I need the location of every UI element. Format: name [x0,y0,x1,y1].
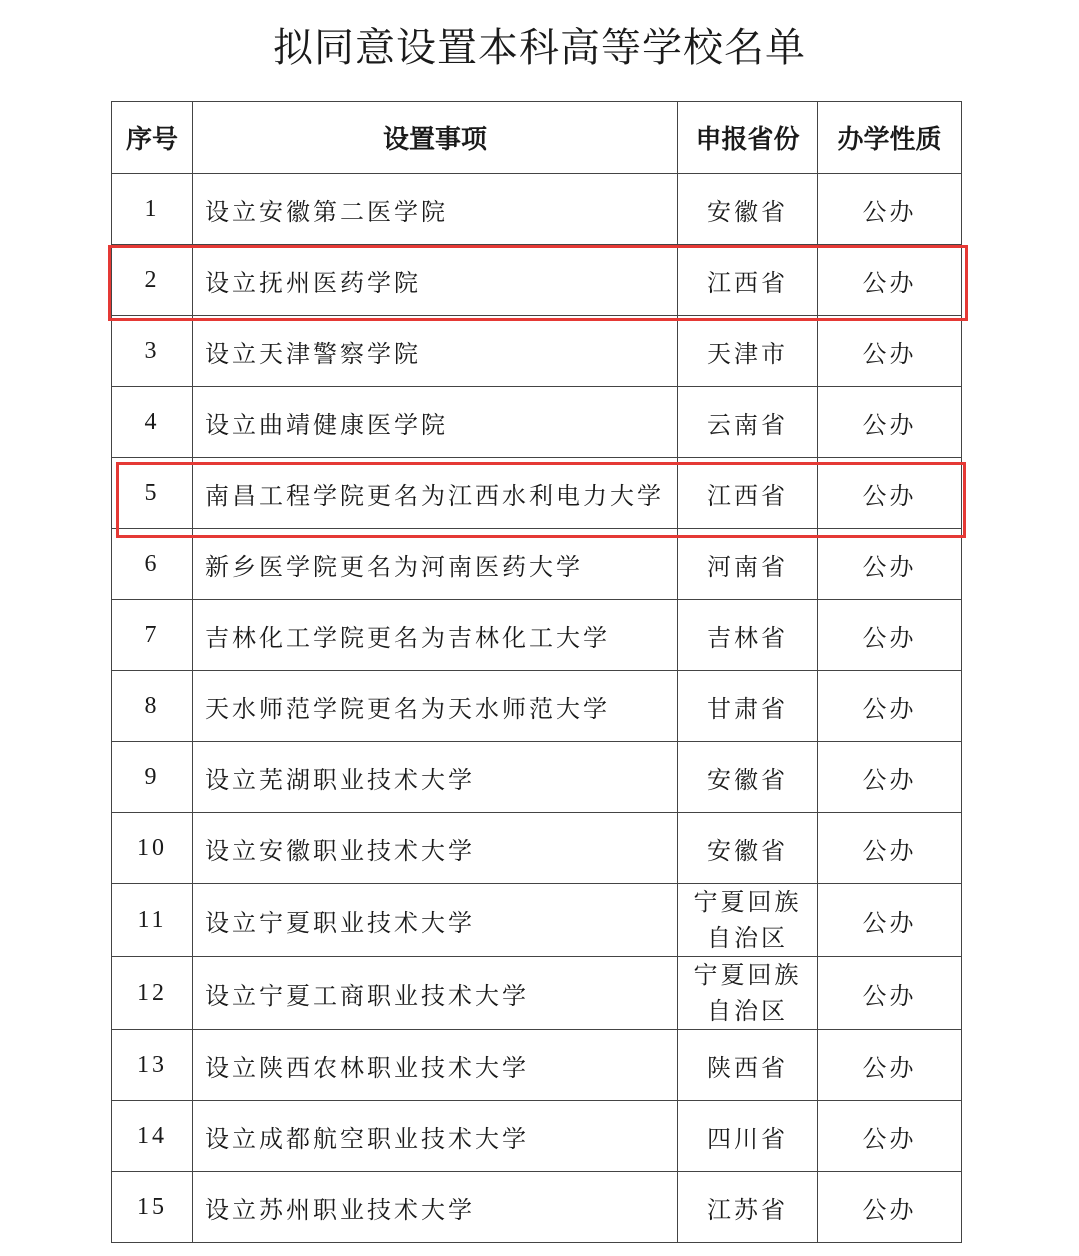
row-school-type: 公办 [818,1101,962,1172]
row-school-type: 公办 [818,316,962,387]
table-row [112,742,962,813]
header-serial-number: 序号 [112,102,193,174]
row-number: 3 [112,316,193,387]
row-number: 12 [112,957,193,1030]
row-school-type: 公办 [818,813,962,884]
header-item: 设置事项 [193,102,678,174]
row-province: 吉林省 [678,600,818,671]
row-province: 陕西省 [678,1030,818,1101]
table-row [112,813,962,884]
row-province [678,957,818,1030]
row-item: 设立芜湖职业技术大学 [193,742,678,813]
row-province [678,884,818,957]
row-school-type: 公办 [818,529,962,600]
row-item: 设立宁夏职业技术大学 [193,884,678,957]
table-row [112,387,962,458]
row-number: 9 [112,742,193,813]
row-item: 吉林化工学院更名为吉林化工大学 [193,600,678,671]
table-row [112,529,962,600]
row-school-type: 公办 [818,671,962,742]
row-province: 江苏省 [678,1172,818,1243]
row-province: 四川省 [678,1101,818,1172]
row-province: 河南省 [678,529,818,600]
university-list-table [111,101,962,1243]
row-province: 甘肃省 [678,671,818,742]
row-number: 4 [112,387,193,458]
row-number: 7 [112,600,193,671]
row-province-text: 宁夏回族自治区 [693,961,802,1025]
table-header-row [112,102,962,174]
header-province: 申报省份 [678,102,818,174]
row-school-type: 公办 [818,1030,962,1101]
table-row [112,1030,962,1101]
table-row [112,1172,962,1243]
row-province: 安徽省 [678,742,818,813]
row-number: 1 [112,174,193,245]
row-province: 天津市 [678,316,818,387]
row-number: 6 [112,529,193,600]
row-number: 2 [112,245,193,316]
row-school-type: 公办 [818,387,962,458]
row-school-type: 公办 [818,600,962,671]
row-number: 14 [112,1101,193,1172]
table-row [112,1101,962,1172]
row-province: 安徽省 [678,174,818,245]
row-number: 11 [112,884,193,957]
row-number: 15 [112,1172,193,1243]
row-item: 设立宁夏工商职业技术大学 [193,957,678,1030]
table-row [112,458,962,529]
row-number: 10 [112,813,193,884]
document-title: 拟同意设置本科高等学校名单 [273,25,806,71]
row-province: 云南省 [678,387,818,458]
row-number: 5 [112,458,193,529]
row-school-type: 公办 [818,1172,962,1243]
table-row [112,957,962,1030]
row-item: 设立曲靖健康医学院 [193,387,678,458]
table-row [112,600,962,671]
row-province: 江西省 [678,458,818,529]
row-item: 设立天津警察学院 [193,316,678,387]
row-item: 设立安徽第二医学院 [193,174,678,245]
row-school-type: 公办 [818,245,962,316]
row-number: 13 [112,1030,193,1101]
row-item: 天水师范学院更名为天水师范大学 [193,671,678,742]
row-number: 8 [112,671,193,742]
table-row [112,671,962,742]
table-row [112,245,962,316]
row-school-type: 公办 [818,458,962,529]
row-province: 江西省 [678,245,818,316]
row-item: 设立安徽职业技术大学 [193,813,678,884]
row-item: 设立陕西农林职业技术大学 [193,1030,678,1101]
row-item: 设立苏州职业技术大学 [193,1172,678,1243]
row-item: 设立抚州医药学院 [193,245,678,316]
row-item: 新乡医学院更名为河南医药大学 [193,529,678,600]
row-item: 南昌工程学院更名为江西水利电力大学 [193,458,678,529]
row-province: 安徽省 [678,813,818,884]
row-item: 设立成都航空职业技术大学 [193,1101,678,1172]
header-school-type: 办学性质 [818,102,962,174]
table-row [112,316,962,387]
table-row [112,884,962,957]
row-province-text: 宁夏回族自治区 [693,888,802,952]
table-row [112,174,962,245]
row-school-type: 公办 [818,884,962,957]
row-school-type: 公办 [818,742,962,813]
row-school-type: 公办 [818,957,962,1030]
row-school-type: 公办 [818,174,962,245]
